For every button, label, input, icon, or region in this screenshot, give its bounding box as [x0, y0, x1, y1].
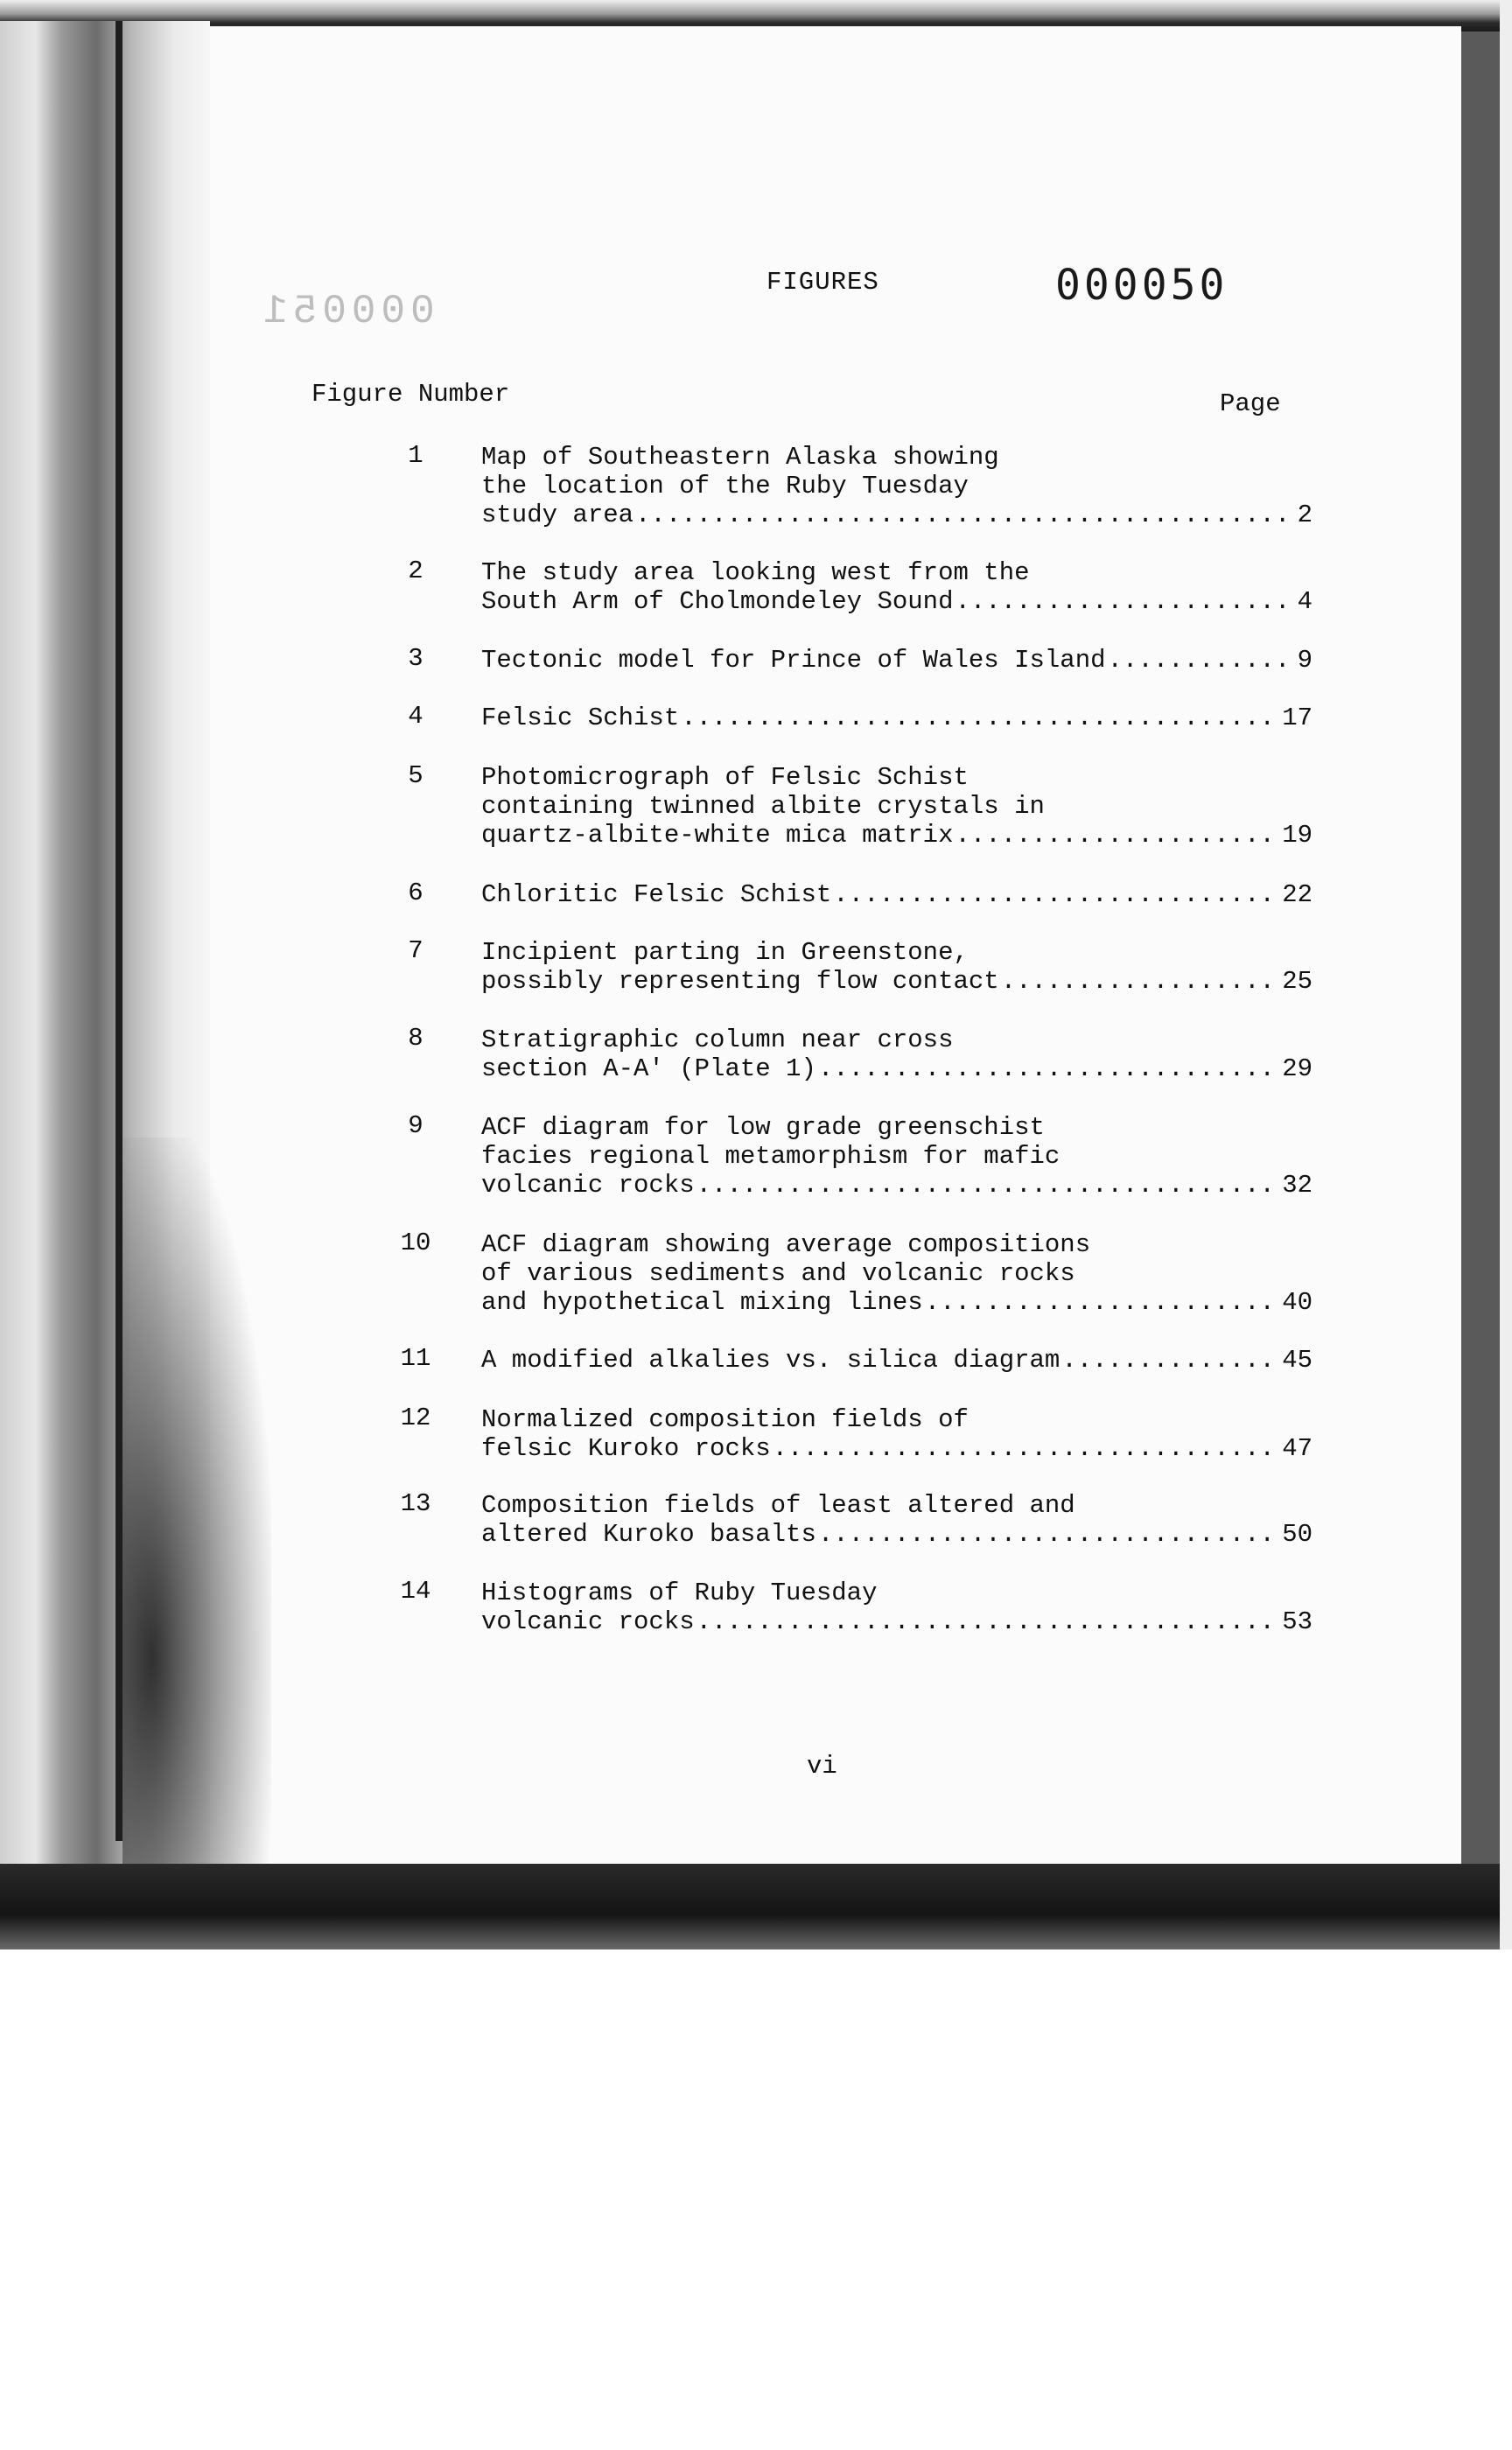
dot-leader — [635, 500, 1296, 529]
dot-leader — [925, 1288, 1281, 1317]
caption-line: The study area looking west from the — [481, 558, 1030, 587]
dot-leader — [696, 1607, 1281, 1636]
figure-number: 6 — [408, 878, 424, 907]
caption-last-line — [481, 1346, 1312, 1375]
figure-page-number: 9 — [1297, 646, 1312, 675]
page-heading: FIGURES — [766, 268, 879, 297]
figure-page-number: 17 — [1282, 704, 1312, 732]
figure-caption — [481, 1578, 1312, 1636]
figure-caption — [481, 1026, 1312, 1083]
figure-number: 1 — [408, 441, 424, 470]
figure-number: 10 — [400, 1228, 431, 1257]
figure-number: 2 — [408, 556, 424, 585]
caption-last-line — [481, 967, 1312, 996]
caption-last-line — [481, 587, 1312, 616]
caption-line: felsic Kuroko rocks — [481, 1434, 771, 1463]
caption-last-line — [481, 1607, 1312, 1636]
caption-line: ACF diagram for low grade greenschist — [481, 1113, 1045, 1142]
caption-last-line — [481, 1434, 1312, 1463]
figure-caption — [481, 880, 1312, 909]
figure-page-number: 47 — [1282, 1434, 1312, 1463]
scan-right-edge — [1500, 0, 1512, 1950]
figure-number: 5 — [408, 761, 424, 790]
caption-line: Felsic Schist — [481, 704, 680, 732]
caption-line: Photomicrograph of Felsic Schist — [481, 763, 969, 792]
dot-leader — [681, 704, 1280, 732]
caption-line: Normalized composition fields of — [481, 1405, 969, 1434]
dot-leader — [1001, 967, 1280, 996]
figure-page-number: 40 — [1282, 1288, 1312, 1317]
dot-leader — [833, 880, 1280, 909]
caption-last-line — [481, 880, 1312, 909]
binding-edge-line — [116, 21, 122, 1841]
figure-caption — [481, 1113, 1312, 1200]
dot-leader — [956, 587, 1296, 616]
caption-line: A modified alkalies vs. silica diagram — [481, 1346, 1060, 1375]
caption-last-line — [481, 500, 1312, 529]
figure-page-number: 29 — [1282, 1054, 1312, 1083]
caption-line: the location of the Ruby Tuesday — [481, 472, 969, 500]
figure-page-number: 2 — [1297, 500, 1312, 529]
caption-line: facies regional metamorphism for mafic — [481, 1142, 1060, 1171]
figure-caption — [481, 558, 1312, 616]
dot-leader — [773, 1434, 1281, 1463]
caption-last-line — [481, 1171, 1312, 1200]
caption-line: volcanic rocks — [481, 1171, 695, 1200]
figure-page-number: 19 — [1282, 821, 1312, 850]
figure-page-number: 32 — [1282, 1171, 1312, 1200]
caption-line: study area — [481, 500, 634, 529]
caption-line: of various sediments and volcanic rocks — [481, 1259, 1075, 1288]
figure-number: 7 — [408, 936, 424, 965]
caption-line: Histograms of Ruby Tuesday — [481, 1578, 878, 1607]
page-number: vi — [807, 1752, 837, 1781]
caption-line: Tectonic model for Prince of Wales Island — [481, 646, 1106, 675]
caption-line: Chloritic Felsic Schist — [481, 880, 832, 909]
caption-line: and hypothetical mixing lines — [481, 1288, 923, 1317]
figure-page-number: 53 — [1282, 1607, 1312, 1636]
caption-line: volcanic rocks — [481, 1607, 695, 1636]
figure-caption — [481, 704, 1312, 732]
dot-leader — [696, 1171, 1281, 1200]
figure-caption — [481, 646, 1312, 675]
caption-last-line — [481, 704, 1312, 732]
page-column-label: Page — [1220, 389, 1281, 418]
caption-last-line — [481, 821, 1312, 850]
bleed-through-number: 000051 — [258, 289, 435, 334]
caption-line: ACF diagram showing average compositions — [481, 1230, 1091, 1259]
figure-caption — [481, 1405, 1312, 1463]
figure-page-number: 22 — [1282, 880, 1312, 909]
dot-leader — [1108, 646, 1296, 675]
figure-number: 4 — [408, 702, 424, 731]
caption-last-line — [481, 646, 1312, 675]
dot-leader — [956, 821, 1281, 850]
figure-caption — [481, 1230, 1312, 1317]
figure-number: 3 — [408, 644, 424, 673]
caption-line: Incipient parting in Greenstone, — [481, 938, 969, 967]
caption-line: Composition fields of least altered and — [481, 1491, 1075, 1520]
figure-number: 13 — [400, 1489, 431, 1518]
scan-bottom-edge — [0, 1864, 1512, 1950]
figure-number: 8 — [408, 1024, 424, 1053]
caption-last-line — [481, 1054, 1312, 1083]
caption-line: possibly representing flow contact — [481, 967, 999, 996]
figure-number: 14 — [400, 1577, 431, 1606]
caption-line: altered Kuroko basalts — [481, 1520, 816, 1549]
dot-leader — [818, 1520, 1280, 1549]
figure-number: 12 — [400, 1404, 431, 1432]
figure-caption — [481, 1491, 1312, 1549]
figure-number-column-label: Figure Number — [312, 380, 510, 409]
caption-line: section A-A' (Plate 1) — [481, 1054, 816, 1083]
figure-number: 11 — [400, 1344, 431, 1373]
figure-caption — [481, 938, 1312, 996]
dot-leader — [1061, 1346, 1280, 1375]
caption-line: Map of Southeastern Alaska showing — [481, 443, 999, 472]
figure-caption — [481, 443, 1312, 529]
figure-page-number: 25 — [1282, 967, 1312, 996]
caption-line: containing twinned albite crystals in — [481, 792, 1045, 821]
caption-line: South Arm of Cholmondeley Sound — [481, 587, 954, 616]
dot-leader — [818, 1054, 1280, 1083]
figure-caption — [481, 763, 1312, 850]
figure-page-number: 45 — [1282, 1346, 1312, 1375]
figure-caption — [481, 1346, 1312, 1375]
figure-page-number: 4 — [1297, 587, 1312, 616]
caption-last-line — [481, 1288, 1312, 1317]
figure-page-number: 50 — [1282, 1520, 1312, 1549]
caption-line: quartz-albite-white mica matrix — [481, 821, 954, 850]
figure-number: 9 — [408, 1111, 424, 1140]
binding-smudge — [122, 1138, 271, 1881]
bates-stamp-number: 000050 — [1055, 261, 1228, 310]
caption-last-line — [481, 1520, 1312, 1549]
caption-line: Stratigraphic column near cross — [481, 1026, 954, 1054]
